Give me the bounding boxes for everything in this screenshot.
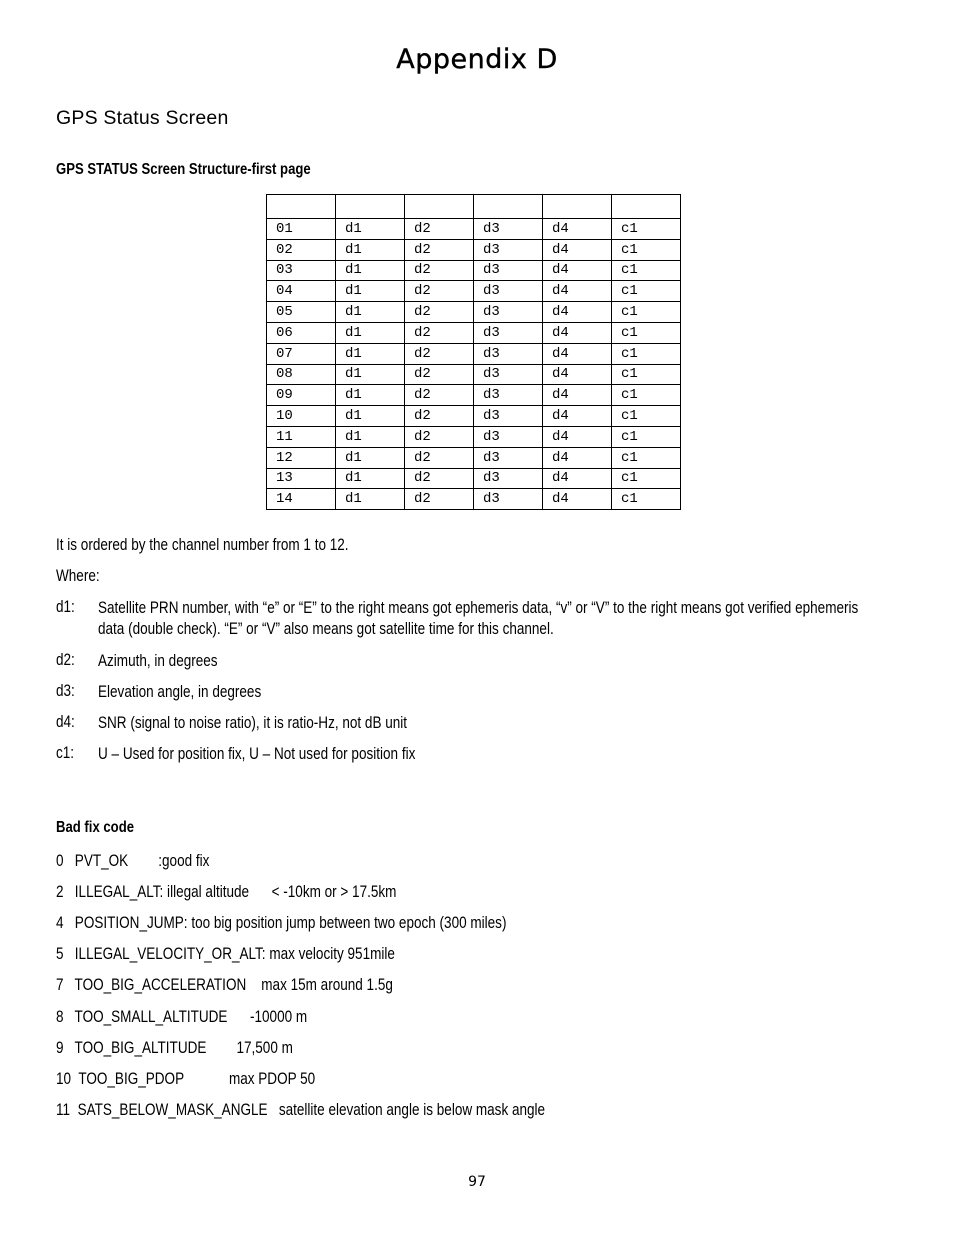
table-cell: d4 — [543, 343, 612, 364]
table-cell: d3 — [474, 302, 543, 323]
table-cell: c1 — [612, 281, 681, 302]
table-cell: d4 — [543, 364, 612, 385]
table-header-cell — [336, 195, 405, 219]
bad-fix-code: 5 ILLEGAL_VELOCITY_OR_ALT: max velocity 951mile — [56, 945, 395, 964]
table-row — [267, 447, 681, 468]
table-cell: d3 — [474, 406, 543, 427]
table-cell: d2 — [405, 302, 474, 323]
order-note: It is ordered by the channel number from 1 to 12. — [56, 536, 349, 554]
table-row — [267, 239, 681, 260]
table-row — [267, 219, 681, 240]
table-cell: c1 — [612, 426, 681, 447]
table-cell: d3 — [474, 219, 543, 240]
definition-key: d4: — [56, 713, 75, 731]
bad-fix-code: 0 PVT_OK :good fix — [56, 852, 210, 870]
table-row — [267, 489, 681, 510]
table-cell: d4 — [543, 239, 612, 260]
table-cell: d2 — [405, 281, 474, 302]
table-cell: d4 — [543, 219, 612, 240]
table-cell: d1 — [336, 468, 405, 489]
definition-text: Azimuth, in degrees — [98, 652, 218, 670]
bad-fix-code: 2 ILLEGAL_ALT: illegal altitude < -10km or > 17.5km — [56, 883, 397, 902]
table-row — [267, 281, 681, 302]
where-label: Where: — [56, 567, 100, 585]
table-row — [267, 468, 681, 489]
table-cell: c1 — [612, 343, 681, 364]
definition-text: U – Used for position fix, U – Not used for position fix — [98, 745, 416, 763]
table-cell: d2 — [405, 364, 474, 385]
table-cell: d4 — [543, 302, 612, 323]
table-cell: c1 — [612, 239, 681, 260]
table-cell: d4 — [543, 489, 612, 510]
table-cell: d1 — [336, 219, 405, 240]
gps-status-table — [266, 194, 681, 510]
table-cell: d2 — [405, 489, 474, 510]
table-cell: c1 — [612, 364, 681, 385]
table-cell: 03 — [267, 260, 336, 281]
table-cell: c1 — [612, 219, 681, 240]
definition-key: d2: — [56, 651, 75, 669]
table-cell: d3 — [474, 468, 543, 489]
table-cell: d4 — [543, 322, 612, 343]
table-header-cell — [267, 195, 336, 219]
table-cell: d3 — [474, 426, 543, 447]
table-cell: d2 — [405, 260, 474, 281]
structure-heading: GPS STATUS Screen Structure-first page — [56, 161, 311, 178]
table-cell: d2 — [405, 468, 474, 489]
definition-key: c1: — [56, 744, 75, 762]
table-row — [267, 406, 681, 427]
table-cell: 12 — [267, 447, 336, 468]
table-cell: d1 — [336, 281, 405, 302]
table-cell: d2 — [405, 426, 474, 447]
bad-fix-code: 8 TOO_SMALL_ALTITUDE -10000 m — [56, 1007, 308, 1026]
bad-fix-code: 4 POSITION_JUMP: too big position jump between two epoch (300 miles) — [56, 914, 507, 933]
table-cell: d1 — [336, 364, 405, 385]
table-cell: 02 — [267, 239, 336, 260]
table-cell: c1 — [612, 260, 681, 281]
table-cell: d4 — [543, 281, 612, 302]
table-cell: d1 — [336, 343, 405, 364]
table-cell: 04 — [267, 281, 336, 302]
table-cell: c1 — [612, 447, 681, 468]
section-title: GPS Status Screen — [56, 107, 229, 129]
table-cell: d2 — [405, 447, 474, 468]
table-cell: d2 — [405, 385, 474, 406]
table-cell: d4 — [543, 426, 612, 447]
table-row — [267, 364, 681, 385]
table-cell: d1 — [336, 239, 405, 260]
table-cell: d2 — [405, 239, 474, 260]
table-cell: c1 — [612, 322, 681, 343]
definition-key: d1: — [56, 598, 75, 616]
table-cell: d1 — [336, 406, 405, 427]
table-cell: d4 — [543, 260, 612, 281]
definition-key: d3: — [56, 682, 75, 700]
table-cell: 08 — [267, 364, 336, 385]
table-cell: d1 — [336, 260, 405, 281]
table-cell: d3 — [474, 447, 543, 468]
table-cell: d3 — [474, 322, 543, 343]
page-number: 97 — [468, 1174, 486, 1190]
table-row — [267, 385, 681, 406]
table-cell: d3 — [474, 281, 543, 302]
definition-text: Elevation angle, in degrees — [98, 683, 262, 701]
table-cell: d3 — [474, 385, 543, 406]
table-cell: c1 — [612, 406, 681, 427]
table-cell: d1 — [336, 322, 405, 343]
table-cell: d1 — [336, 426, 405, 447]
table-cell: 11 — [267, 426, 336, 447]
bad-fix-code: 7 TOO_BIG_ACCELERATION max 15m around 1.5g — [56, 976, 393, 995]
table-cell: d2 — [405, 322, 474, 343]
table-cell: d1 — [336, 447, 405, 468]
table-cell: d4 — [543, 468, 612, 489]
table-cell: c1 — [612, 385, 681, 406]
table-row — [267, 322, 681, 343]
table-cell: d3 — [474, 239, 543, 260]
table-cell: d3 — [474, 364, 543, 385]
bad-fix-code: 11 SATS_BELOW_MASK_ANGLE satellite elevation angle is below mask angle — [56, 1100, 546, 1119]
table-cell: 01 — [267, 219, 336, 240]
table-cell: d3 — [474, 260, 543, 281]
bad-fix-code: 9 TOO_BIG_ALTITUDE 17,500 m — [56, 1038, 293, 1057]
bad-fix-code: 10 TOO_BIG_PDOP max PDOP 50 — [56, 1069, 316, 1088]
table-cell: d2 — [405, 219, 474, 240]
table-header-cell — [543, 195, 612, 219]
table-cell: d1 — [336, 385, 405, 406]
table-cell: d2 — [405, 343, 474, 364]
table-cell: c1 — [612, 489, 681, 510]
table-header-cell — [474, 195, 543, 219]
table-cell: c1 — [612, 302, 681, 323]
table-cell: 13 — [267, 468, 336, 489]
table-row — [267, 343, 681, 364]
table-cell: d3 — [474, 343, 543, 364]
table-row — [267, 302, 681, 323]
table-cell: d1 — [336, 489, 405, 510]
table-header-row — [267, 195, 681, 219]
table-cell: d2 — [405, 406, 474, 427]
table-header-cell — [405, 195, 474, 219]
table-cell: d4 — [543, 406, 612, 427]
table-cell: d4 — [543, 447, 612, 468]
table-row — [267, 426, 681, 447]
table-cell: 07 — [267, 343, 336, 364]
table-cell: 10 — [267, 406, 336, 427]
table-cell: 06 — [267, 322, 336, 343]
table-cell: d1 — [336, 302, 405, 323]
table-cell: 05 — [267, 302, 336, 323]
table-cell: d3 — [474, 489, 543, 510]
bad-fix-heading: Bad fix code — [56, 819, 135, 836]
definition-text: Satellite PRN number, with “e” or “E” to the right means got ephemeris data, “v” or “V” to the right means got verified ephemeris data (double check). “E” or “V” also means got satellite time for this channel. — [98, 599, 859, 638]
definition-text: SNR (signal to noise ratio), it is ratio-Hz, not dB unit — [98, 714, 408, 732]
appendix-title: Appendix D — [396, 44, 558, 75]
table-cell: d4 — [543, 385, 612, 406]
table-row — [267, 260, 681, 281]
table-header-cell — [612, 195, 681, 219]
table-cell: c1 — [612, 468, 681, 489]
table-cell: 09 — [267, 385, 336, 406]
table-cell: 14 — [267, 489, 336, 510]
